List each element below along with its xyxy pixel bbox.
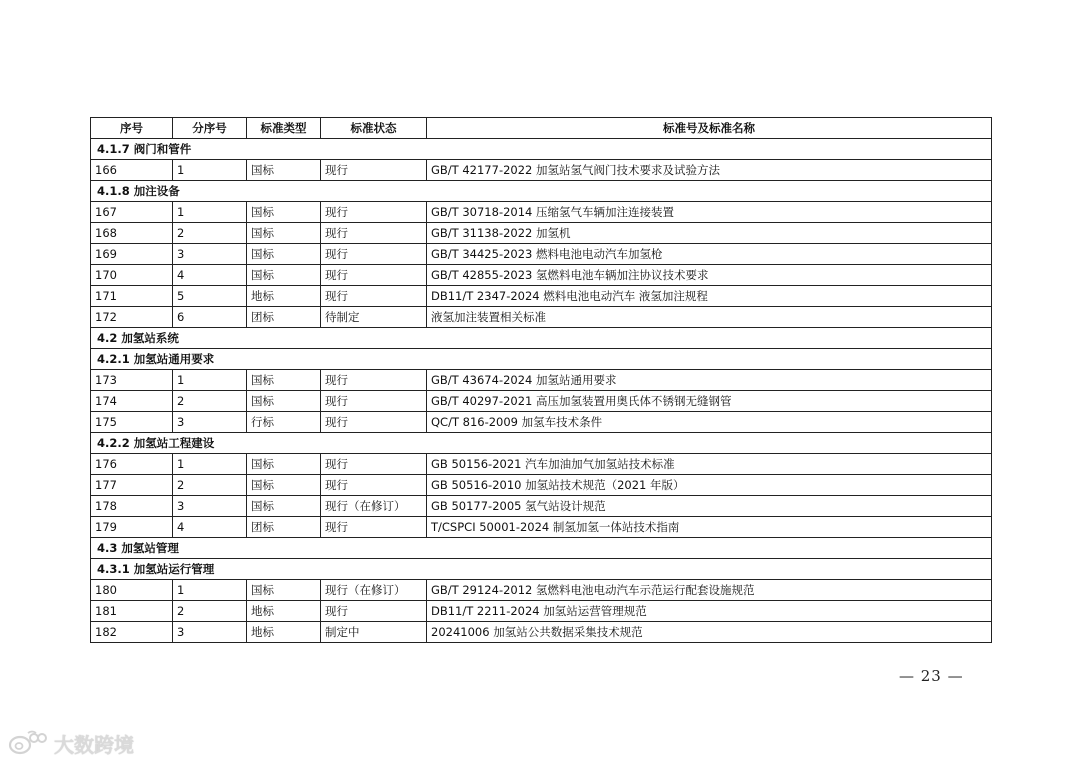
cell-name: GB/T 31138-2022 加氢机: [427, 223, 992, 244]
cell-subseq: 3: [173, 622, 247, 643]
cell-name: GB/T 42177-2022 加氢站氢气阀门技术要求及试验方法: [427, 160, 992, 181]
cell-seq: 175: [91, 412, 173, 433]
cell-type: 国标: [247, 244, 321, 265]
header-type: 标准类型: [247, 118, 321, 139]
section-title: 4.2.2 加氢站工程建设: [91, 433, 992, 454]
table-row: [91, 517, 992, 538]
cell-subseq: 4: [173, 265, 247, 286]
cell-name: T/CSPCI 50001-2024 制氢加氢一体站技术指南: [427, 517, 992, 538]
cell-name: 20241006 加氢站公共数据采集技术规范: [427, 622, 992, 643]
section-row: [91, 328, 992, 349]
cell-subseq: 1: [173, 454, 247, 475]
cell-name: QC/T 816-2009 加氢车技术条件: [427, 412, 992, 433]
cell-status: 现行（在修订）: [321, 496, 427, 517]
cell-seq: 180: [91, 580, 173, 601]
table-row: [91, 223, 992, 244]
cell-subseq: 4: [173, 517, 247, 538]
section-title: 4.2 加氢站系统: [91, 328, 992, 349]
page-number: — 23 —: [899, 667, 964, 685]
cell-status: 现行: [321, 202, 427, 223]
cell-type: 地标: [247, 286, 321, 307]
cell-subseq: 6: [173, 307, 247, 328]
cell-subseq: 1: [173, 160, 247, 181]
cell-subseq: 3: [173, 244, 247, 265]
cell-type: 国标: [247, 160, 321, 181]
cell-type: 国标: [247, 475, 321, 496]
cell-status: 现行: [321, 223, 427, 244]
section-title: 4.1.7 阀门和管件: [91, 139, 992, 160]
table-row: [91, 160, 992, 181]
cell-status: 现行: [321, 475, 427, 496]
cell-type: 团标: [247, 517, 321, 538]
table-row: [91, 475, 992, 496]
cell-status: 现行（在修订）: [321, 580, 427, 601]
header-subseq: 分序号: [173, 118, 247, 139]
section-row: [91, 559, 992, 580]
table-row: [91, 286, 992, 307]
cell-seq: 173: [91, 370, 173, 391]
cell-seq: 172: [91, 307, 173, 328]
cell-type: 国标: [247, 223, 321, 244]
cell-status: 待制定: [321, 307, 427, 328]
table-row: [91, 391, 992, 412]
cell-type: 国标: [247, 265, 321, 286]
header-name: 标准号及标准名称: [427, 118, 992, 139]
table-row: [91, 412, 992, 433]
section-title: 4.3.1 加氢站运行管理: [91, 559, 992, 580]
cell-status: 现行: [321, 370, 427, 391]
cell-seq: 177: [91, 475, 173, 496]
cell-name: GB 50177-2005 氢气站设计规范: [427, 496, 992, 517]
table-header-row: [91, 118, 992, 139]
cell-type: 国标: [247, 202, 321, 223]
cell-name: GB/T 43674-2024 加氢站通用要求: [427, 370, 992, 391]
cell-name: GB/T 40297-2021 高压加氢装置用奥氏体不锈钢无缝钢管: [427, 391, 992, 412]
cell-status: 现行: [321, 391, 427, 412]
table-row: [91, 370, 992, 391]
cell-status: 现行: [321, 412, 427, 433]
cell-seq: 168: [91, 223, 173, 244]
cell-name: GB 50516-2010 加氢站技术规范（2021 年版）: [427, 475, 992, 496]
cell-seq: 182: [91, 622, 173, 643]
table-row: [91, 496, 992, 517]
cell-seq: 178: [91, 496, 173, 517]
cell-status: 现行: [321, 265, 427, 286]
section-title: 4.3 加氢站管理: [91, 538, 992, 559]
header-status: 标准状态: [321, 118, 427, 139]
cell-seq: 170: [91, 265, 173, 286]
cell-status: 现行: [321, 601, 427, 622]
section-title: 4.2.1 加氢站通用要求: [91, 349, 992, 370]
cell-subseq: 1: [173, 580, 247, 601]
cell-status: 现行: [321, 160, 427, 181]
cell-subseq: 2: [173, 601, 247, 622]
section-row: [91, 433, 992, 454]
table-body: [91, 139, 992, 643]
cell-seq: 179: [91, 517, 173, 538]
weibo-logo-icon: [8, 729, 48, 757]
cell-name: GB/T 42855-2023 氢燃料电池车辆加注协议技术要求: [427, 265, 992, 286]
cell-type: 团标: [247, 307, 321, 328]
table-row: [91, 580, 992, 601]
cell-name: GB/T 34425-2023 燃料电池电动汽车加氢枪: [427, 244, 992, 265]
cell-subseq: 2: [173, 223, 247, 244]
cell-name: GB/T 30718-2014 压缩氢气车辆加注连接装置: [427, 202, 992, 223]
section-title: 4.1.8 加注设备: [91, 181, 992, 202]
table-row: [91, 307, 992, 328]
header-seq: 序号: [91, 118, 173, 139]
cell-status: 制定中: [321, 622, 427, 643]
cell-subseq: 1: [173, 370, 247, 391]
cell-subseq: 3: [173, 496, 247, 517]
cell-type: 地标: [247, 601, 321, 622]
cell-subseq: 5: [173, 286, 247, 307]
cell-name: DB11/T 2211-2024 加氢站运营管理规范: [427, 601, 992, 622]
cell-subseq: 3: [173, 412, 247, 433]
cell-type: 行标: [247, 412, 321, 433]
table-row: [91, 244, 992, 265]
table-row: [91, 202, 992, 223]
cell-seq: 167: [91, 202, 173, 223]
cell-status: 现行: [321, 244, 427, 265]
cell-name: DB11/T 2347-2024 燃料电池电动汽车 液氢加注规程: [427, 286, 992, 307]
cell-type: 国标: [247, 454, 321, 475]
cell-name: GB 50156-2021 汽车加油加气加氢站技术标准: [427, 454, 992, 475]
cell-type: 国标: [247, 496, 321, 517]
table-row: [91, 265, 992, 286]
cell-seq: 176: [91, 454, 173, 475]
watermark: [8, 728, 134, 758]
cell-subseq: 2: [173, 391, 247, 412]
cell-type: 国标: [247, 391, 321, 412]
cell-status: 现行: [321, 517, 427, 538]
standards-table: [90, 117, 992, 643]
cell-subseq: 1: [173, 202, 247, 223]
cell-subseq: 2: [173, 475, 247, 496]
cell-type: 地标: [247, 622, 321, 643]
cell-name: GB/T 29124-2012 氢燃料电池电动汽车示范运行配套设施规范: [427, 580, 992, 601]
cell-seq: 166: [91, 160, 173, 181]
cell-type: 国标: [247, 580, 321, 601]
cell-type: 国标: [247, 370, 321, 391]
table-row: [91, 622, 992, 643]
cell-seq: 174: [91, 391, 173, 412]
cell-seq: 169: [91, 244, 173, 265]
cell-status: 现行: [321, 286, 427, 307]
table-row: [91, 601, 992, 622]
section-row: [91, 538, 992, 559]
watermark-text: 大数跨境: [54, 732, 134, 757]
cell-status: 现行: [321, 454, 427, 475]
cell-seq: 181: [91, 601, 173, 622]
cell-seq: 171: [91, 286, 173, 307]
cell-name: 液氢加注装置相关标准: [427, 307, 992, 328]
table-row: [91, 454, 992, 475]
section-row: [91, 349, 992, 370]
section-row: [91, 139, 992, 160]
section-row: [91, 181, 992, 202]
